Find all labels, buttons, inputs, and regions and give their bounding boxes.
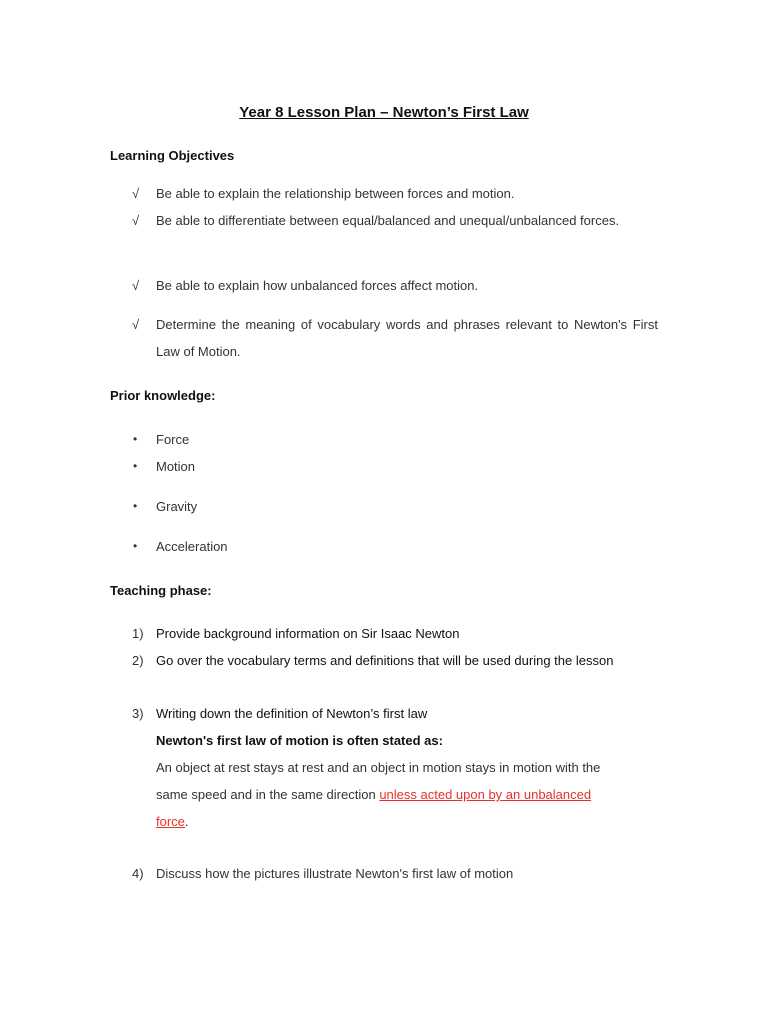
bullet-icon: • [133, 539, 138, 553]
step-number: 2) [132, 653, 144, 668]
check-icon: √ [132, 278, 140, 293]
prior-item: Motion [156, 459, 196, 474]
objective-item: Be able to differentiate between equal/balanced and unequal/unbalanced forces. [156, 213, 620, 228]
teaching-phase-heading: Teaching phase: [110, 583, 212, 598]
law-end: . [184, 814, 189, 829]
law-highlight: unless acted upon by an unbalanced force [156, 787, 592, 829]
teaching-step: Discuss how the pictures illustrate Newton's first law of motion [156, 866, 514, 881]
bullet-icon: • [133, 459, 138, 473]
step-number: 3) [132, 706, 144, 721]
prior-knowledge-heading: Prior knowledge: [110, 388, 216, 403]
learning-objectives-heading: Learning Objectives [110, 148, 235, 163]
bullet-icon: • [133, 432, 138, 446]
check-icon: √ [132, 186, 140, 201]
prior-item: Acceleration [156, 539, 228, 554]
law-definition [156, 754, 616, 835]
step-number: 4) [132, 866, 144, 881]
teaching-step: Writing down the definition of Newton’s first law [156, 706, 428, 721]
law-heading: Newton's first law of motion is often stated as: [156, 733, 443, 748]
document-title: Year 8 Lesson Plan – Newton’s First Law [239, 104, 529, 121]
objective-item: Be able to explain how unbalanced forces affect motion. [156, 278, 479, 293]
bullet-icon: • [133, 499, 138, 513]
objective-item: Determine the meaning of vocabulary words and phrases relevant to Newton's First Law of Motion. [156, 317, 658, 359]
step-number: 1) [132, 626, 144, 641]
teaching-step: Go over the vocabulary terms and definitions that will be used during the lesson [156, 653, 614, 668]
prior-item: Gravity [156, 499, 198, 514]
teaching-step: Provide background information on Sir Isaac Newton [156, 626, 460, 641]
objective-item: Be able to explain the relationship between forces and motion. [156, 186, 515, 201]
prior-item: Force [156, 432, 190, 447]
check-icon: √ [132, 213, 140, 228]
check-icon: √ [132, 317, 140, 332]
law-text: An object at rest stays at rest and an object in motion stays in motion with the same speed and in the same direction [156, 760, 601, 802]
